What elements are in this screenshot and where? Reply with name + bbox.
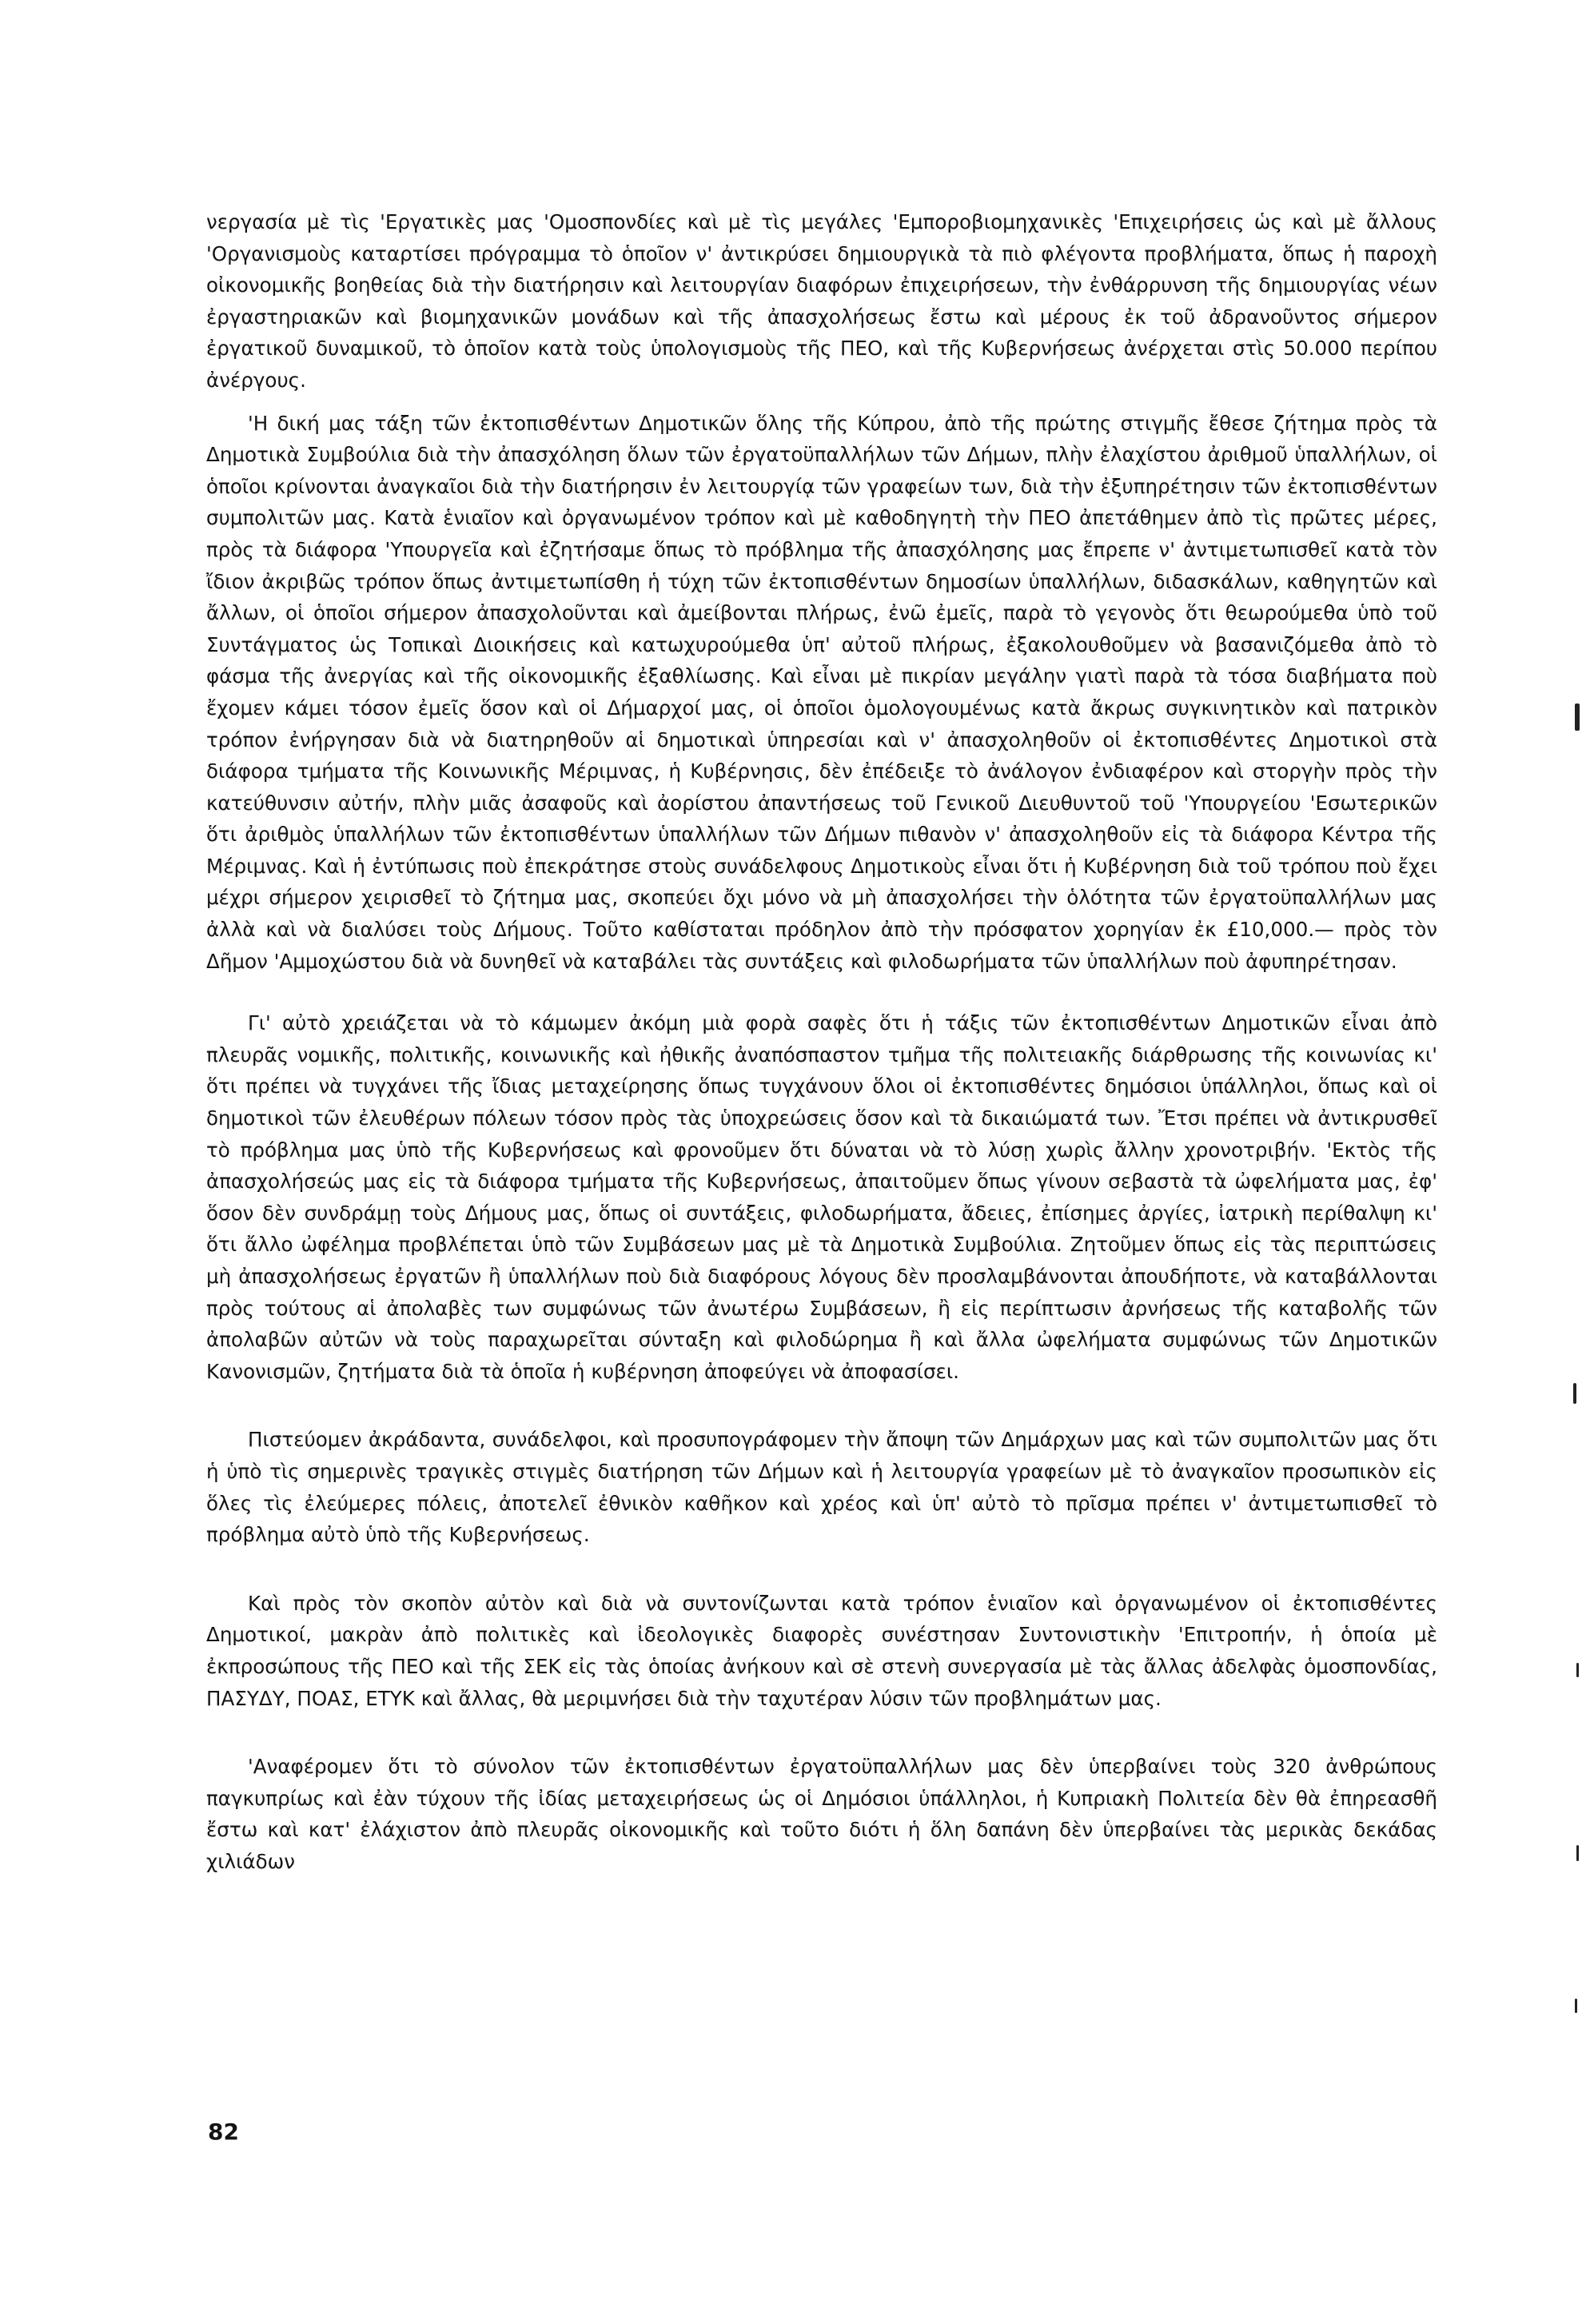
- paragraph-1: νεργασία μὲ τὶς 'Εργατικὲς μας 'Ομοσπονδίες καὶ μὲ τὶς μεγάλες 'Εμποροβιομηχανικὲς 'Επιχειρήσεις ὡς καὶ μὲ ἄλλους 'Οργανισμοὺς καταρτίσει πρόγραμμα τὸ ὁποῖον ν' ἀντικρύσει δημιουργικὰ τὰ πιὸ φλέγοντα προβλήματα, ὅπως ἡ παροχὴ οἰκονομικῆς βοηθείας διὰ τὴν διατήρησιν καὶ λειτουργίαν διαφόρων ἐπιχειρήσεων, τὴν ἐνθάρρυνση τῆς δημιουργίας νέων ἐργαστηριακῶν καὶ βιομηχανικῶν μονάδων καὶ τῆς ἀπασχολήσεως ἔστω καὶ μέρους ἐκ τοῦ ἀδρανοῦντος σήμερον ἐργατικοῦ δυναμικοῦ, τὸ ὁποῖον κατὰ τοὺς ὑπολογισμοὺς τῆς ΠΕΟ, καὶ τῆς Κυβερνήσεως ἀνέρχεται στὶς 50.000 περίπου ἀνέργους.: [206, 210, 1437, 392]
- paragraph-4: Πιστεύομεν ἀκράδαντα, συνάδελφοι, καὶ προσυπογράφομεν τὴν ἄποψη τῶν Δημάρχων μας καὶ τῶν συμπολιτῶν μας ὅτι ἡ ὑπὸ τὶς σημερινὲς τραγικὲς στιγμὲς διατήρηση τῶν Δήμων καὶ ἡ λειτουργία γραφείων μὲ τὸ ἀναγκαῖον προσωπικὸν εἰς ὅλες τὶς ἐλεύμερες πόλεις, ἀποτελεῖ ἐθνικὸν καθῆκον καὶ χρέος καὶ ὑπ' αὐτὸ τὸ πρῖσμα πρέπει ν' ἀντιμετωπισθεῖ τὸ πρόβλημα αὐτὸ ὑπὸ τῆς Κυβερνήσεως.: [206, 1428, 1437, 1547]
- scan-speck-1: [1575, 704, 1580, 731]
- document-page: [206, 206, 1437, 1878]
- paragraph-3: Γι' αὐτὸ χρειάζεται νὰ τὸ κάμωμεν ἀκόμη μιὰ φορὰ σαφὲς ὅτι ἡ τάξις τῶν ἐκτοπισθέντων Δημοτικῶν εἶναι ἀπὸ πλευρᾶς νομικῆς, πολιτικῆς, κοινωνικῆς καὶ ἠθικῆς ἀναπόσπαστον τμῆμα τῆς πολιτειακῆς διάρθρωσης τῆς κοινωνίας κι' ὅτι πρέπει νὰ τυγχάνει τῆς ἴδιας μεταχείρησης ὅπως τυγχάνουν ὅλοι οἱ ἐκτοπισθέντες δημόσιοι ὑπάλληλοι, ὅπως καὶ οἱ δημοτικοὶ τῶν ἐλευθέρων πόλεων τόσον πρὸς τὰς ὑποχρεώσεις ὅσον καὶ τὰ δικαιώματά των. Ἔτσι πρέπει νὰ ἀντικρυσθεῖ τὸ πρόβλημα μας ὑπὸ τῆς Κυβερνήσεως καὶ φρονοῦμεν ὅτι δύναται νὰ τὸ λύσῃ χωρὶς ἄλλην χρονοτριβήν. 'Εκτὸς τῆς ἀπασχολήσεώς μας εἰς τὰ διάφορα τμήματα τῆς Κυβερνήσεως, ἀπαιτοῦμεν ὅπως γίνουν σεβαστὰ τὰ ὠφελήματα μας, ἐφ' ὅσον δὲν συνδράμῃ τοὺς Δήμους μας, ὅπως οἱ συντάξεις, φιλοδωρήματα, ἄδειες, ἐπίσημες ἀργίες, ἰατρικὴ περίθαλψη κι' ὅτι ἄλλο ὠφέλημα προβλέπεται ὑπὸ τῶν Συμβάσεων μας μὲ τὰ Δημοτικὰ Συμβούλια. Ζητοῦμεν ὅπως εἰς τὰς περιπτώσεις μὴ ἀπασχολήσεως ἐργατῶν ἢ ὑπαλλήλων ποὺ διὰ διαφόρους λόγους δὲν προσλαμβάνονται ἀπουδήποτε, νὰ καταβάλλονται πρὸς τούτους αἱ ἀπολαβὲς των συμφώνως τῶν ἀνωτέρω Συμβάσεων, ἢ εἰς περίπτωσιν ἀρνήσεως τῆς καταβολῆς τῶν ἀπολαβῶν αὐτῶν νὰ τοὺς παραχωρεῖται σύνταξη καὶ φιλοδώρημα ἢ καὶ ἄλλα ὠφελήματα συμφώνως τῶν Δημοτικῶν Κανονισμῶν, ζητήματα διὰ τὰ ὁποῖα ἡ κυβέρνηση ἀποφεύγει νὰ ἀποφασίσει.: [206, 1011, 1437, 1383]
- scan-speck-2: [1573, 1383, 1576, 1404]
- scan-speck-3: [1576, 1663, 1579, 1677]
- paragraph-6: 'Αναφέρομεν ὅτι τὸ σύνολον τῶν ἐκτοπισθέντων ἐργατοϋπαλλήλων μας δὲν ὑπερβαίνει τοὺς 320 ἀνθρώπους παγκυπρίως καὶ ἐὰν τύχουν τῆς ἰδίας μεταχειρήσεως ὡς οἱ Δημόσιοι ὑπάλληλοι, ἡ Κυπριακὴ Πολιτεία δὲν θὰ ἐπηρεασθῆ ἔστω καὶ κατ' ἐλάχιστον ἀπὸ πλευρᾶς οἰκονομικῆς καὶ τοῦτο διότι ἡ ὅλη δαπάνη δὲν ὑπερβαίνει τὰς μερικὰς δεκάδας χιλιάδων: [206, 1755, 1437, 1873]
- paragraph-5: Καὶ πρὸς τὸν σκοπὸν αὐτὸν καὶ διὰ νὰ συντονίζωνται κατὰ τρόπον ἑνιαῖον καὶ ὀργανωμένον οἱ ἐκτοπισθέντες Δημοτικοί, μακρὰν ἀπὸ πολιτικὲς καὶ ἰδεολογικὲς διαφορὲς συνέστησαν Συντονιστικὴν 'Επιτροπήν, ἡ ὁποία μὲ ἐκπροσώπους τῆς ΠΕΟ καὶ τῆς ΣΕΚ εἰς τὰς ὁποίας ἀνήκουν καὶ σὲ στενὴ συνεργασία μὲ τὰς ἄλλας ἀδελφὰς ὁμοσπονδίας, ΠΑΣΥΔΥ, ΠΟΑΣ, ΕΤΥΚ καὶ ἄλλας, θὰ μεριμνήσει διὰ τὴν ταχυτέραν λύσιν τῶν προβλημάτων μας.: [206, 1591, 1437, 1710]
- paragraph-2: 'Η δική μας τάξη τῶν ἐκτοπισθέντων Δημοτικῶν ὅλης τῆς Κύπρου, ἀπὸ τῆς πρώτης στιγμῆς ἔθεσε ζήτημα πρὸς τὰ Δημοτικὰ Συμβούλια διὰ τὴν ἀπασχόληση ὅλων τῶν ἐργατοϋπαλλήλων τῶν Δήμων, πλὴν ἐλαχίστου ἀριθμοῦ ὑπαλλήλων, οἱ ὁποῖοι κρίνονται ἀναγκαῖοι διὰ τὴν διατήρησιν ἐν λειτουργίᾳ τῶν γραφείων των, διὰ τὴν ἐξυπηρέτησιν τῶν ἐκτοπισθέντων συμπολιτῶν μας. Κατὰ ἑνιαῖον καὶ ὀργανωμένον τρόπον καὶ μὲ καθοδηγητὴ τὴν ΠΕΟ ἀπετάθημεν ἀπὸ τὶς πρῶτες μέρες, πρὸς τὰ διάφορα 'Υπουργεῖα καὶ ἐζητήσαμε ὅπως τὸ πρόβλημα τῆς ἀπασχόλησης μας ἔπρεπε ν' ἀντιμετωπισθεῖ κατὰ τὸν ἴδιον ἀκριβῶς τρόπον ὅπως ἀντιμετωπίσθη ἡ τύχη τῶν ἐκτοπισθέντων δημοσίων ὑπαλλήλων, διδασκάλων, καθηγητῶν καὶ ἄλλων, οἱ ὁποῖοι σήμερον ἀπασχολοῦνται καὶ ἀμείβονται πλήρως, ἐνῶ ἐμεῖς, παρὰ τὸ γεγονὸς ὅτι θεωρούμεθα ὑπὸ τοῦ Συντάγματος ὡς Τοπικαὶ Διοικήσεις καὶ κατωχυρούμεθα ὑπ' αὐτοῦ πλήρως, ἐξακολουθοῦμεν νὰ βασανιζόμεθα ἀπὸ τὸ φάσμα τῆς ἀνεργίας καὶ τῆς οἰκονομικῆς ἐξαθλίωσης. Καὶ εἶναι μὲ πικρίαν μεγάλην γιατὶ παρὰ τὰ τόσα διαβήματα ποὺ ἔχομεν κάμει τόσον ἐμεῖς ὅσον καὶ οἱ Δήμαρχοί μας, οἱ ὁποῖοι ὁμολογουμένως κατὰ ἄκρως συγκινητικὸν καὶ πατρικὸν τρόπον ἐνήργησαν διὰ νὰ διατηρηθοῦν αἱ δημοτικαὶ ὑπηρεσίαι καὶ ν' ἀπασχοληθοῦν οἱ ἐκτοπισθέντες Δημοτικοὶ στὰ διάφορα τμήματα τῆς Κοινωνικῆς Μέριμνας, ἡ Κυβέρνησις, δὲν ἐπέδειξε τὸ ἀνάλογον ἐνδιαφέρον καὶ στοργὴν πρὸς τὴν κατεύθυνσιν αὐτήν, πλὴν μιᾶς ἀσαφοῦς καὶ ἀορίστου ἀπαντήσεως τοῦ Γενικοῦ Διευθυντοῦ τοῦ 'Υπουργείου 'Εσωτερικῶν ὅτι ἀριθμὸς ὑπαλλήλων τῶν ἐκτοπισθέντων ὑπαλλήλων τῶν Δήμων πιθανὸν ν' ἀπασχοληθοῦν εἰς τὰ διάφορα Κέντρα τῆς Μέριμνας. Καὶ ἡ ἐντύπωσις ποὺ ἐπεκράτησε στοὺς συνάδελφους Δημοτικοὺς εἶναι ὅτι ἡ Κυβέρνηση διὰ τοῦ τρόπου ποὺ ἔχει μέχρι σήμερον χειρισθεῖ τὸ ζήτημα μας, σκοπεύει ὄχι μόνο νὰ μὴ ἀπασχολήσει τὴν ὁλότητα τῶν ἐργατοϋπαλλήλων μας ἀλλὰ καὶ νὰ διαλύσει τοὺς Δήμους. Τοῦτο καθίσταται πρόδηλον ἀπὸ τὴν πρόσφατον χορηγίαν ἐκ £10,000.— πρὸς τὸν Δῆμον 'Αμμοχώστου διὰ νὰ δυνηθεῖ νὰ καταβάλει τὰς συντάξεις καὶ φιλοδωρήματα τῶν ὑπαλλήλων ποὺ ἀφυπηρέτησαν.: [206, 411, 1437, 973]
- scan-speck-4: [1576, 1845, 1579, 1861]
- page-number: 82: [208, 2119, 239, 2145]
- scan-speck-5: [1575, 1999, 1577, 2013]
